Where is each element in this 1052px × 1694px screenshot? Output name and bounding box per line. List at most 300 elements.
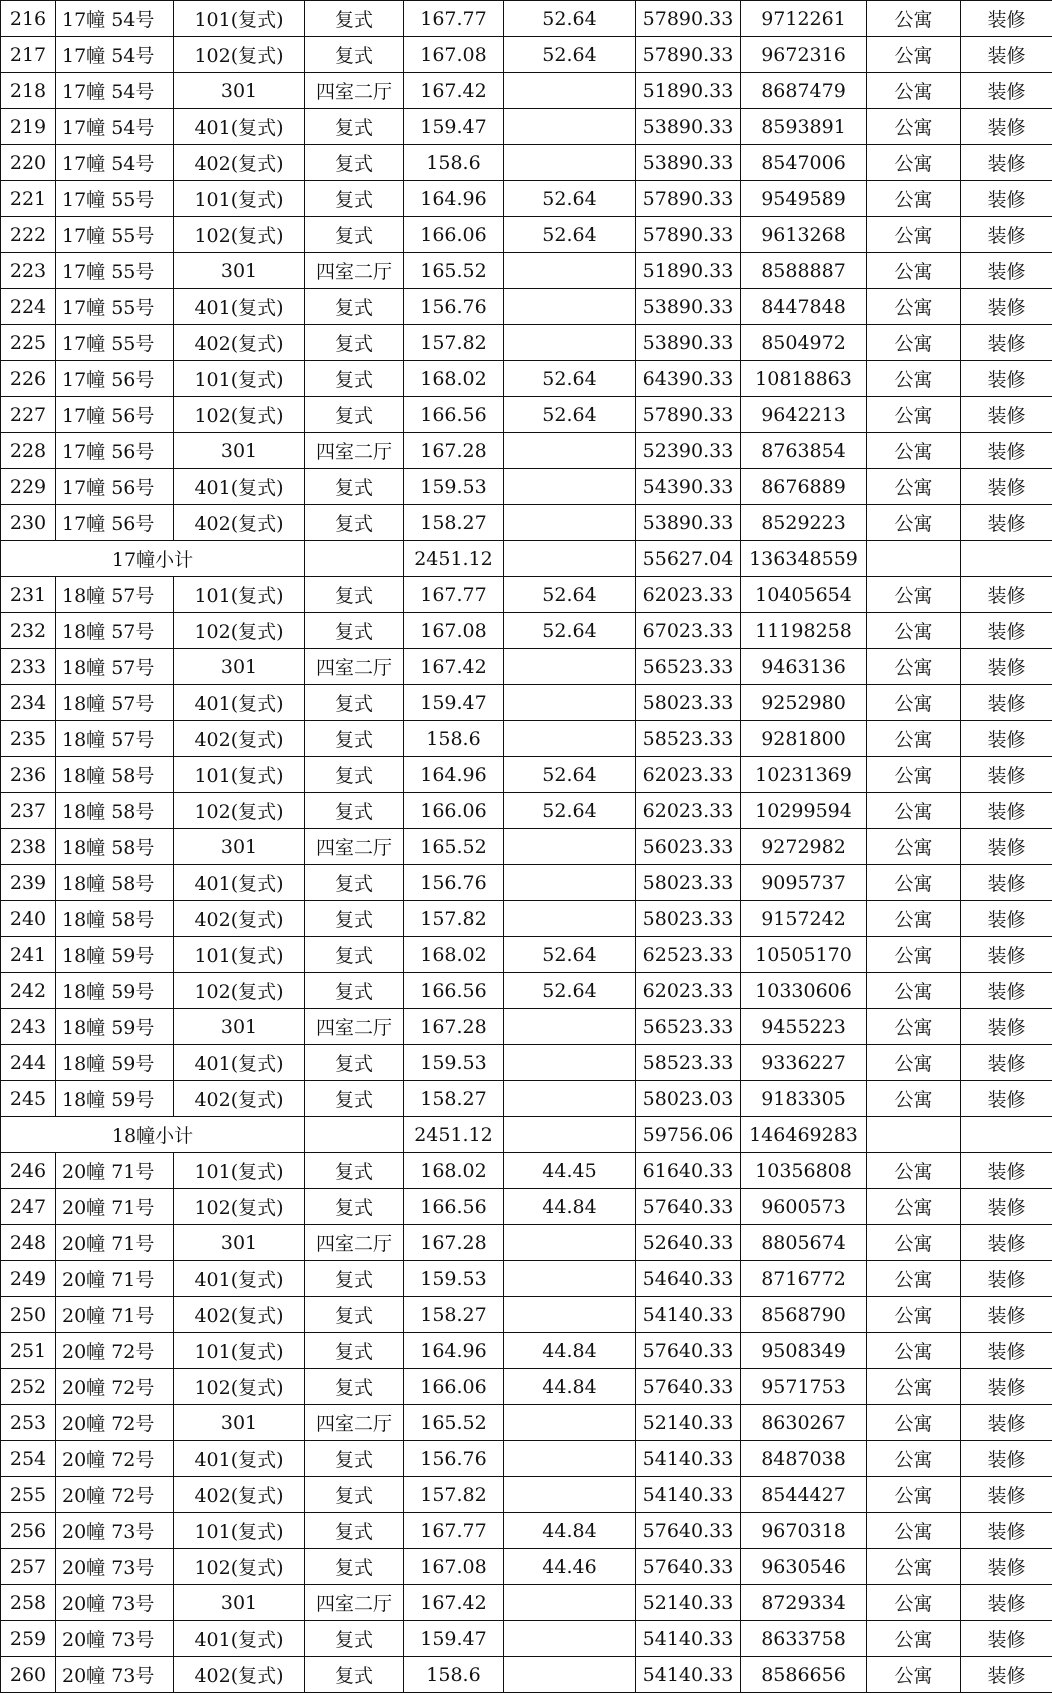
layout-type: 复式 bbox=[305, 1297, 404, 1333]
total-price: 8447848 bbox=[741, 289, 867, 325]
decoration-status: 装修 bbox=[961, 397, 1052, 433]
unit-building-door: 17幢 55号 bbox=[56, 253, 174, 289]
unit-price: 58023.33 bbox=[636, 901, 741, 937]
usage-type: 公寓 bbox=[867, 1333, 961, 1369]
decoration-status: 装修 bbox=[961, 1009, 1052, 1045]
layout-type: 复式 bbox=[305, 397, 404, 433]
room-number: 301 bbox=[174, 1585, 305, 1621]
unit-price: 62023.33 bbox=[636, 757, 741, 793]
room-number: 401(复式) bbox=[174, 1261, 305, 1297]
subtotal-avg-price: 55627.04 bbox=[636, 541, 741, 577]
unit-building-door: 20幢 72号 bbox=[56, 1333, 174, 1369]
area: 167.08 bbox=[404, 1549, 504, 1585]
usage-type: 公寓 bbox=[867, 649, 961, 685]
unit-building-door: 18幢 58号 bbox=[56, 865, 174, 901]
usage-type: 公寓 bbox=[867, 361, 961, 397]
layout-type: 复式 bbox=[305, 1441, 404, 1477]
layout-type: 复式 bbox=[305, 217, 404, 253]
layout-type: 复式 bbox=[305, 721, 404, 757]
layout-type: 复式 bbox=[305, 505, 404, 541]
decoration-status: 装修 bbox=[961, 1621, 1052, 1657]
decoration-status: 装修 bbox=[961, 1081, 1052, 1117]
table-row bbox=[1, 577, 1052, 613]
decoration-status: 装修 bbox=[961, 73, 1052, 109]
table-row bbox=[1, 505, 1052, 541]
unit-price: 57890.33 bbox=[636, 217, 741, 253]
table-row bbox=[1, 253, 1052, 289]
table-row bbox=[1, 289, 1052, 325]
unit-building-door: 18幢 59号 bbox=[56, 1045, 174, 1081]
unit-building-door: 18幢 57号 bbox=[56, 721, 174, 757]
subtotal-avg-price: 59756.06 bbox=[636, 1117, 741, 1153]
layout-type: 复式 bbox=[305, 469, 404, 505]
table-row bbox=[1, 829, 1052, 865]
layout-type: 四室二厅 bbox=[305, 829, 404, 865]
area: 164.96 bbox=[404, 757, 504, 793]
decoration-status: 装修 bbox=[961, 901, 1052, 937]
unit-price: 52640.33 bbox=[636, 1225, 741, 1261]
room-number: 102(复式) bbox=[174, 217, 305, 253]
area: 167.08 bbox=[404, 613, 504, 649]
room-number: 101(复式) bbox=[174, 757, 305, 793]
layout-type: 四室二厅 bbox=[305, 253, 404, 289]
extra-area: 52.64 bbox=[504, 37, 636, 73]
row-number: 257 bbox=[1, 1549, 56, 1585]
total-price: 8487038 bbox=[741, 1441, 867, 1477]
layout-type: 复式 bbox=[305, 613, 404, 649]
unit-price: 57640.33 bbox=[636, 1369, 741, 1405]
subtotal-blank bbox=[867, 541, 961, 577]
usage-type: 公寓 bbox=[867, 1441, 961, 1477]
decoration-status: 装修 bbox=[961, 181, 1052, 217]
layout-type: 复式 bbox=[305, 1, 404, 37]
area: 166.56 bbox=[404, 397, 504, 433]
row-number: 251 bbox=[1, 1333, 56, 1369]
room-number: 301 bbox=[174, 1225, 305, 1261]
total-price: 10330606 bbox=[741, 973, 867, 1009]
decoration-status: 装修 bbox=[961, 649, 1052, 685]
row-number: 232 bbox=[1, 613, 56, 649]
room-number: 102(复式) bbox=[174, 1189, 305, 1225]
unit-building-door: 18幢 59号 bbox=[56, 1009, 174, 1045]
table-row bbox=[1, 1657, 1052, 1693]
room-number: 101(复式) bbox=[174, 937, 305, 973]
decoration-status: 装修 bbox=[961, 973, 1052, 1009]
unit-price: 62523.33 bbox=[636, 937, 741, 973]
usage-type: 公寓 bbox=[867, 1297, 961, 1333]
table-row bbox=[1, 793, 1052, 829]
decoration-status: 装修 bbox=[961, 757, 1052, 793]
usage-type: 公寓 bbox=[867, 1657, 961, 1693]
area: 167.28 bbox=[404, 1009, 504, 1045]
extra-area: 44.84 bbox=[504, 1513, 636, 1549]
decoration-status: 装修 bbox=[961, 577, 1052, 613]
layout-type: 复式 bbox=[305, 1513, 404, 1549]
area: 165.52 bbox=[404, 829, 504, 865]
decoration-status: 装修 bbox=[961, 1, 1052, 37]
unit-price: 57640.33 bbox=[636, 1333, 741, 1369]
total-price: 8805674 bbox=[741, 1225, 867, 1261]
layout-type: 复式 bbox=[305, 181, 404, 217]
decoration-status: 装修 bbox=[961, 433, 1052, 469]
extra-area bbox=[504, 721, 636, 757]
extra-area bbox=[504, 505, 636, 541]
layout-type: 复式 bbox=[305, 865, 404, 901]
total-price: 11198258 bbox=[741, 613, 867, 649]
total-price: 9672316 bbox=[741, 37, 867, 73]
row-number: 219 bbox=[1, 109, 56, 145]
usage-type: 公寓 bbox=[867, 937, 961, 973]
layout-type: 复式 bbox=[305, 1189, 404, 1225]
total-price: 10299594 bbox=[741, 793, 867, 829]
unit-building-door: 18幢 57号 bbox=[56, 613, 174, 649]
table-row bbox=[1, 937, 1052, 973]
unit-price: 53890.33 bbox=[636, 505, 741, 541]
decoration-status: 装修 bbox=[961, 37, 1052, 73]
area: 157.82 bbox=[404, 901, 504, 937]
room-number: 402(复式) bbox=[174, 1657, 305, 1693]
unit-building-door: 17幢 55号 bbox=[56, 181, 174, 217]
unit-building-door: 20幢 73号 bbox=[56, 1657, 174, 1693]
unit-building-door: 20幢 73号 bbox=[56, 1585, 174, 1621]
row-number: 235 bbox=[1, 721, 56, 757]
total-price: 8586656 bbox=[741, 1657, 867, 1693]
room-number: 102(复式) bbox=[174, 613, 305, 649]
unit-price: 58523.33 bbox=[636, 721, 741, 757]
layout-type: 复式 bbox=[305, 109, 404, 145]
layout-type: 复式 bbox=[305, 757, 404, 793]
usage-type: 公寓 bbox=[867, 865, 961, 901]
decoration-status: 装修 bbox=[961, 1657, 1052, 1693]
area: 158.27 bbox=[404, 505, 504, 541]
layout-type: 复式 bbox=[305, 361, 404, 397]
row-number: 233 bbox=[1, 649, 56, 685]
area: 158.6 bbox=[404, 1657, 504, 1693]
unit-building-door: 18幢 57号 bbox=[56, 577, 174, 613]
unit-price: 57640.33 bbox=[636, 1549, 741, 1585]
table-row bbox=[1, 685, 1052, 721]
total-price: 8544427 bbox=[741, 1477, 867, 1513]
total-price: 9571753 bbox=[741, 1369, 867, 1405]
decoration-status: 装修 bbox=[961, 469, 1052, 505]
total-price: 9600573 bbox=[741, 1189, 867, 1225]
area: 168.02 bbox=[404, 361, 504, 397]
unit-building-door: 17幢 55号 bbox=[56, 289, 174, 325]
layout-type: 复式 bbox=[305, 37, 404, 73]
unit-price: 56523.33 bbox=[636, 649, 741, 685]
table-row bbox=[1, 973, 1052, 1009]
total-price: 8504972 bbox=[741, 325, 867, 361]
decoration-status: 装修 bbox=[961, 505, 1052, 541]
decoration-status: 装修 bbox=[961, 1441, 1052, 1477]
room-number: 102(复式) bbox=[174, 1369, 305, 1405]
layout-type: 复式 bbox=[305, 289, 404, 325]
usage-type: 公寓 bbox=[867, 181, 961, 217]
extra-area bbox=[504, 1585, 636, 1621]
total-price: 10505170 bbox=[741, 937, 867, 973]
unit-building-door: 17幢 56号 bbox=[56, 361, 174, 397]
layout-type: 复式 bbox=[305, 1081, 404, 1117]
extra-area bbox=[504, 1225, 636, 1261]
table-row bbox=[1, 1549, 1052, 1585]
unit-building-door: 18幢 58号 bbox=[56, 793, 174, 829]
unit-price: 56523.33 bbox=[636, 1009, 741, 1045]
decoration-status: 装修 bbox=[961, 289, 1052, 325]
row-number: 243 bbox=[1, 1009, 56, 1045]
row-number: 216 bbox=[1, 1, 56, 37]
unit-price: 57890.33 bbox=[636, 397, 741, 433]
layout-type: 四室二厅 bbox=[305, 1009, 404, 1045]
table-row bbox=[1, 469, 1052, 505]
room-number: 101(复式) bbox=[174, 1333, 305, 1369]
extra-area bbox=[504, 1261, 636, 1297]
extra-area: 52.64 bbox=[504, 217, 636, 253]
table-row bbox=[1, 613, 1052, 649]
row-number: 239 bbox=[1, 865, 56, 901]
usage-type: 公寓 bbox=[867, 505, 961, 541]
usage-type: 公寓 bbox=[867, 829, 961, 865]
row-number: 228 bbox=[1, 433, 56, 469]
row-number: 244 bbox=[1, 1045, 56, 1081]
decoration-status: 装修 bbox=[961, 253, 1052, 289]
extra-area: 52.64 bbox=[504, 397, 636, 433]
total-price: 9336227 bbox=[741, 1045, 867, 1081]
row-number: 249 bbox=[1, 1261, 56, 1297]
layout-type: 复式 bbox=[305, 1333, 404, 1369]
subtotal-blank bbox=[504, 541, 636, 577]
decoration-status: 装修 bbox=[961, 1405, 1052, 1441]
table-row bbox=[1, 1405, 1052, 1441]
row-number: 240 bbox=[1, 901, 56, 937]
unit-price: 57640.33 bbox=[636, 1189, 741, 1225]
row-number: 258 bbox=[1, 1585, 56, 1621]
table-row bbox=[1, 1045, 1052, 1081]
layout-type: 复式 bbox=[305, 937, 404, 973]
total-price: 8687479 bbox=[741, 73, 867, 109]
total-price: 9670318 bbox=[741, 1513, 867, 1549]
table-row bbox=[1, 1225, 1052, 1261]
subtotal-row bbox=[1, 541, 1052, 577]
row-number: 226 bbox=[1, 361, 56, 397]
extra-area: 44.84 bbox=[504, 1333, 636, 1369]
area: 166.56 bbox=[404, 973, 504, 1009]
usage-type: 公寓 bbox=[867, 973, 961, 1009]
extra-area: 52.64 bbox=[504, 793, 636, 829]
room-number: 301 bbox=[174, 829, 305, 865]
usage-type: 公寓 bbox=[867, 1621, 961, 1657]
total-price: 8630267 bbox=[741, 1405, 867, 1441]
extra-area bbox=[504, 649, 636, 685]
unit-price: 61640.33 bbox=[636, 1153, 741, 1189]
row-number: 223 bbox=[1, 253, 56, 289]
decoration-status: 装修 bbox=[961, 613, 1052, 649]
unit-building-door: 17幢 54号 bbox=[56, 73, 174, 109]
table-row bbox=[1, 1585, 1052, 1621]
extra-area: 44.84 bbox=[504, 1369, 636, 1405]
area: 157.82 bbox=[404, 325, 504, 361]
area: 167.08 bbox=[404, 37, 504, 73]
room-number: 401(复式) bbox=[174, 109, 305, 145]
area: 159.53 bbox=[404, 1045, 504, 1081]
extra-area bbox=[504, 901, 636, 937]
extra-area bbox=[504, 829, 636, 865]
total-price: 8729334 bbox=[741, 1585, 867, 1621]
unit-price: 54140.33 bbox=[636, 1441, 741, 1477]
area: 168.02 bbox=[404, 937, 504, 973]
area: 167.42 bbox=[404, 649, 504, 685]
unit-building-door: 18幢 58号 bbox=[56, 901, 174, 937]
unit-building-door: 20幢 72号 bbox=[56, 1369, 174, 1405]
row-number: 237 bbox=[1, 793, 56, 829]
layout-type: 复式 bbox=[305, 685, 404, 721]
area: 164.96 bbox=[404, 181, 504, 217]
unit-price: 52140.33 bbox=[636, 1585, 741, 1621]
usage-type: 公寓 bbox=[867, 901, 961, 937]
area: 167.42 bbox=[404, 73, 504, 109]
layout-type: 复式 bbox=[305, 901, 404, 937]
subtotal-label: 18幢小计 bbox=[1, 1117, 305, 1153]
extra-area bbox=[504, 1621, 636, 1657]
unit-building-door: 20幢 71号 bbox=[56, 1189, 174, 1225]
table-row bbox=[1, 1369, 1052, 1405]
decoration-status: 装修 bbox=[961, 865, 1052, 901]
row-number: 218 bbox=[1, 73, 56, 109]
row-number: 247 bbox=[1, 1189, 56, 1225]
table-row bbox=[1, 361, 1052, 397]
usage-type: 公寓 bbox=[867, 685, 961, 721]
total-price: 9630546 bbox=[741, 1549, 867, 1585]
room-number: 401(复式) bbox=[174, 1441, 305, 1477]
total-price: 8593891 bbox=[741, 109, 867, 145]
extra-area bbox=[504, 145, 636, 181]
total-price: 10356808 bbox=[741, 1153, 867, 1189]
unit-price: 54140.33 bbox=[636, 1621, 741, 1657]
usage-type: 公寓 bbox=[867, 1405, 961, 1441]
room-number: 401(复式) bbox=[174, 1045, 305, 1081]
extra-area: 52.64 bbox=[504, 973, 636, 1009]
room-number: 101(复式) bbox=[174, 577, 305, 613]
total-price: 9613268 bbox=[741, 217, 867, 253]
extra-area: 52.64 bbox=[504, 937, 636, 973]
table-row bbox=[1, 865, 1052, 901]
total-price: 9157242 bbox=[741, 901, 867, 937]
extra-area bbox=[504, 1405, 636, 1441]
table-row bbox=[1, 109, 1052, 145]
decoration-status: 装修 bbox=[961, 1261, 1052, 1297]
row-number: 227 bbox=[1, 397, 56, 433]
extra-area: 52.64 bbox=[504, 757, 636, 793]
area: 167.77 bbox=[404, 1, 504, 37]
room-number: 102(复式) bbox=[174, 397, 305, 433]
row-number: 236 bbox=[1, 757, 56, 793]
row-number: 224 bbox=[1, 289, 56, 325]
room-number: 301 bbox=[174, 649, 305, 685]
area: 159.47 bbox=[404, 109, 504, 145]
unit-price: 58023.33 bbox=[636, 865, 741, 901]
unit-building-door: 18幢 57号 bbox=[56, 649, 174, 685]
area: 167.28 bbox=[404, 433, 504, 469]
unit-building-door: 17幢 54号 bbox=[56, 37, 174, 73]
decoration-status: 装修 bbox=[961, 1513, 1052, 1549]
unit-building-door: 17幢 55号 bbox=[56, 217, 174, 253]
unit-price: 52140.33 bbox=[636, 1405, 741, 1441]
unit-building-door: 20幢 72号 bbox=[56, 1441, 174, 1477]
usage-type: 公寓 bbox=[867, 1009, 961, 1045]
table-row bbox=[1, 1621, 1052, 1657]
room-number: 101(复式) bbox=[174, 1153, 305, 1189]
unit-price: 62023.33 bbox=[636, 973, 741, 1009]
unit-price: 53890.33 bbox=[636, 109, 741, 145]
unit-building-door: 20幢 72号 bbox=[56, 1405, 174, 1441]
room-number: 101(复式) bbox=[174, 181, 305, 217]
unit-price: 57890.33 bbox=[636, 37, 741, 73]
unit-building-door: 17幢 56号 bbox=[56, 505, 174, 541]
extra-area: 52.64 bbox=[504, 361, 636, 397]
room-number: 401(复式) bbox=[174, 685, 305, 721]
unit-price: 54390.33 bbox=[636, 469, 741, 505]
total-price: 9183305 bbox=[741, 1081, 867, 1117]
area: 165.52 bbox=[404, 1405, 504, 1441]
extra-area bbox=[504, 325, 636, 361]
row-number: 222 bbox=[1, 217, 56, 253]
unit-price: 57640.33 bbox=[636, 1513, 741, 1549]
unit-price: 53890.33 bbox=[636, 289, 741, 325]
layout-type: 复式 bbox=[305, 577, 404, 613]
table-row bbox=[1, 1441, 1052, 1477]
extra-area bbox=[504, 1657, 636, 1693]
usage-type: 公寓 bbox=[867, 1225, 961, 1261]
total-price: 8588887 bbox=[741, 253, 867, 289]
row-number: 253 bbox=[1, 1405, 56, 1441]
row-number: 255 bbox=[1, 1477, 56, 1513]
unit-building-door: 20幢 71号 bbox=[56, 1261, 174, 1297]
decoration-status: 装修 bbox=[961, 1189, 1052, 1225]
row-number: 220 bbox=[1, 145, 56, 181]
table-row bbox=[1, 1189, 1052, 1225]
subtotal-total: 146469283 bbox=[741, 1117, 867, 1153]
extra-area bbox=[504, 1477, 636, 1513]
table-row bbox=[1, 1009, 1052, 1045]
total-price: 9252980 bbox=[741, 685, 867, 721]
layout-type: 四室二厅 bbox=[305, 73, 404, 109]
room-number: 402(复式) bbox=[174, 1297, 305, 1333]
unit-price: 54140.33 bbox=[636, 1657, 741, 1693]
decoration-status: 装修 bbox=[961, 721, 1052, 757]
extra-area bbox=[504, 73, 636, 109]
room-number: 401(复式) bbox=[174, 865, 305, 901]
room-number: 402(复式) bbox=[174, 505, 305, 541]
total-price: 8676889 bbox=[741, 469, 867, 505]
area: 167.42 bbox=[404, 1585, 504, 1621]
area: 158.6 bbox=[404, 145, 504, 181]
room-number: 401(复式) bbox=[174, 289, 305, 325]
decoration-status: 装修 bbox=[961, 1585, 1052, 1621]
area: 164.96 bbox=[404, 1333, 504, 1369]
usage-type: 公寓 bbox=[867, 793, 961, 829]
decoration-status: 装修 bbox=[961, 793, 1052, 829]
decoration-status: 装修 bbox=[961, 361, 1052, 397]
row-number: 229 bbox=[1, 469, 56, 505]
usage-type: 公寓 bbox=[867, 1369, 961, 1405]
row-number: 221 bbox=[1, 181, 56, 217]
usage-type: 公寓 bbox=[867, 1585, 961, 1621]
extra-area: 52.64 bbox=[504, 577, 636, 613]
unit-price: 54640.33 bbox=[636, 1261, 741, 1297]
unit-building-door: 17幢 56号 bbox=[56, 469, 174, 505]
usage-type: 公寓 bbox=[867, 1189, 961, 1225]
row-number: 238 bbox=[1, 829, 56, 865]
unit-price: 64390.33 bbox=[636, 361, 741, 397]
